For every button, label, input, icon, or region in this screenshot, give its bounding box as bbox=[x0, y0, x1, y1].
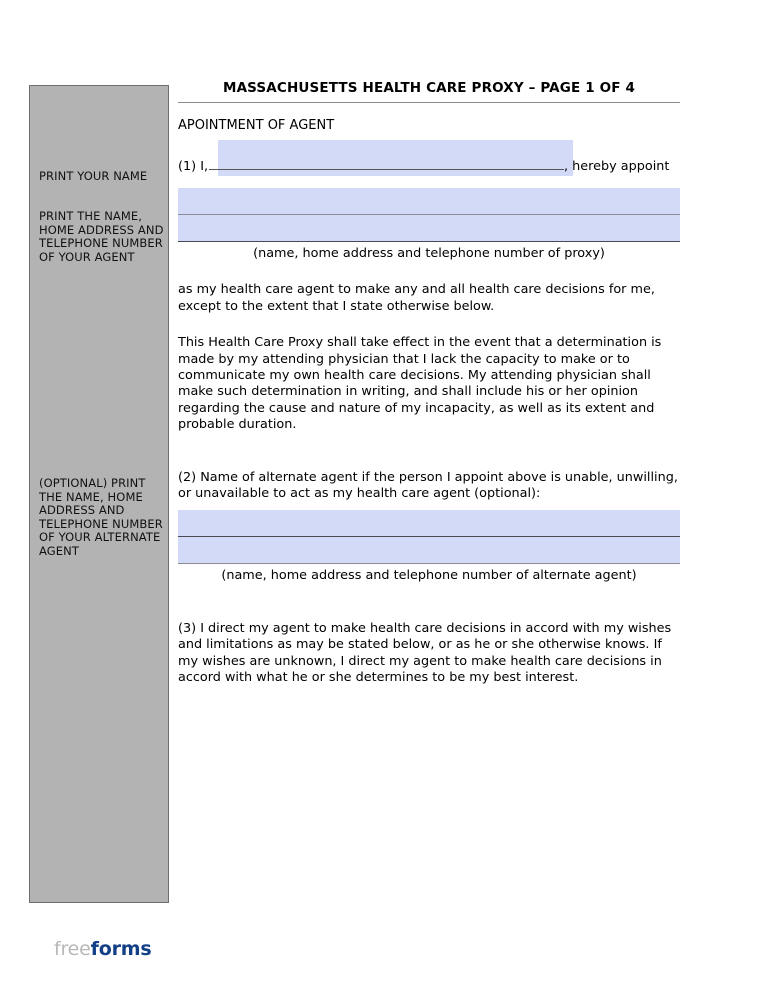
page-title: MASSACHUSETTS HEALTH CARE PROXY – PAGE 1 OF 4 bbox=[222, 80, 635, 96]
logo-text-forms: forms bbox=[90, 938, 152, 960]
sidebar-note-agent-details: PRINT THE NAME, HOME ADDRESS AND TELEPHONE NUMBER OF YOUR AGENT bbox=[39, 209, 164, 264]
section-heading: APOINTMENT OF AGENT bbox=[178, 118, 335, 133]
proxy-field-line-1[interactable] bbox=[178, 188, 680, 215]
freeforms-logo bbox=[54, 938, 151, 960]
alternate-fields-caption: (name, home address and telephone number of alternate agent) bbox=[221, 568, 637, 584]
logo-text-free: free bbox=[54, 938, 91, 960]
alternate-field-line-2[interactable] bbox=[178, 537, 680, 564]
your-name-underline bbox=[209, 156, 564, 170]
sidebar-note-alternate-agent-details: (OPTIONAL) PRINT THE NAME, HOME ADDRESS AND TELEPHONE NUMBER OF YOUR ALTERNATE AGENT bbox=[39, 476, 163, 558]
alternate-field-line-1[interactable] bbox=[178, 510, 680, 537]
title-divider bbox=[178, 102, 680, 103]
proxy-fields-caption: (name, home address and telephone number of proxy) bbox=[253, 246, 605, 261]
instruction-sidebar bbox=[29, 85, 169, 903]
effect-paragraph: This Health Care Proxy shall take effect in the event that a determination is made by my attending physician that I lack the capacity to make or to communicate my own health care decisions. My attending physician shall make such determination in writing, and shall include his or her opinion regarding the cause and nature of my incapacity, as well as its extent and probable duration. bbox=[178, 335, 662, 433]
clause-one-row bbox=[178, 140, 680, 188]
main-content bbox=[178, 80, 680, 687]
clause-one-suffix: , hereby appoint bbox=[564, 159, 670, 174]
clause-one-prefix: (1) I, bbox=[178, 159, 209, 174]
clause-one-continuation: as my health care agent to make any and all health care decisions for me, except to the extent that I state otherwise below. bbox=[178, 282, 655, 314]
proxy-fields bbox=[178, 188, 680, 242]
clause-one-text bbox=[178, 156, 680, 175]
sidebar-note-print-your-name: PRINT YOUR NAME bbox=[39, 169, 148, 183]
clause-three: (3) I direct my agent to make health care decisions in accord with my wishes and limitations as may be stated below, or as he or she otherwise knows. If my wishes are unknown, I direct my agent to make health care decisions in accord with what he or she determines to be my best interest. bbox=[178, 620, 672, 686]
clause-two: (2) Name of alternate agent if the person I appoint above is unable, unwilling, or unavailable to act as my health care agent (optional): bbox=[178, 469, 678, 502]
proxy-field-line-2[interactable] bbox=[178, 215, 680, 242]
alternate-agent-fields bbox=[178, 510, 680, 564]
